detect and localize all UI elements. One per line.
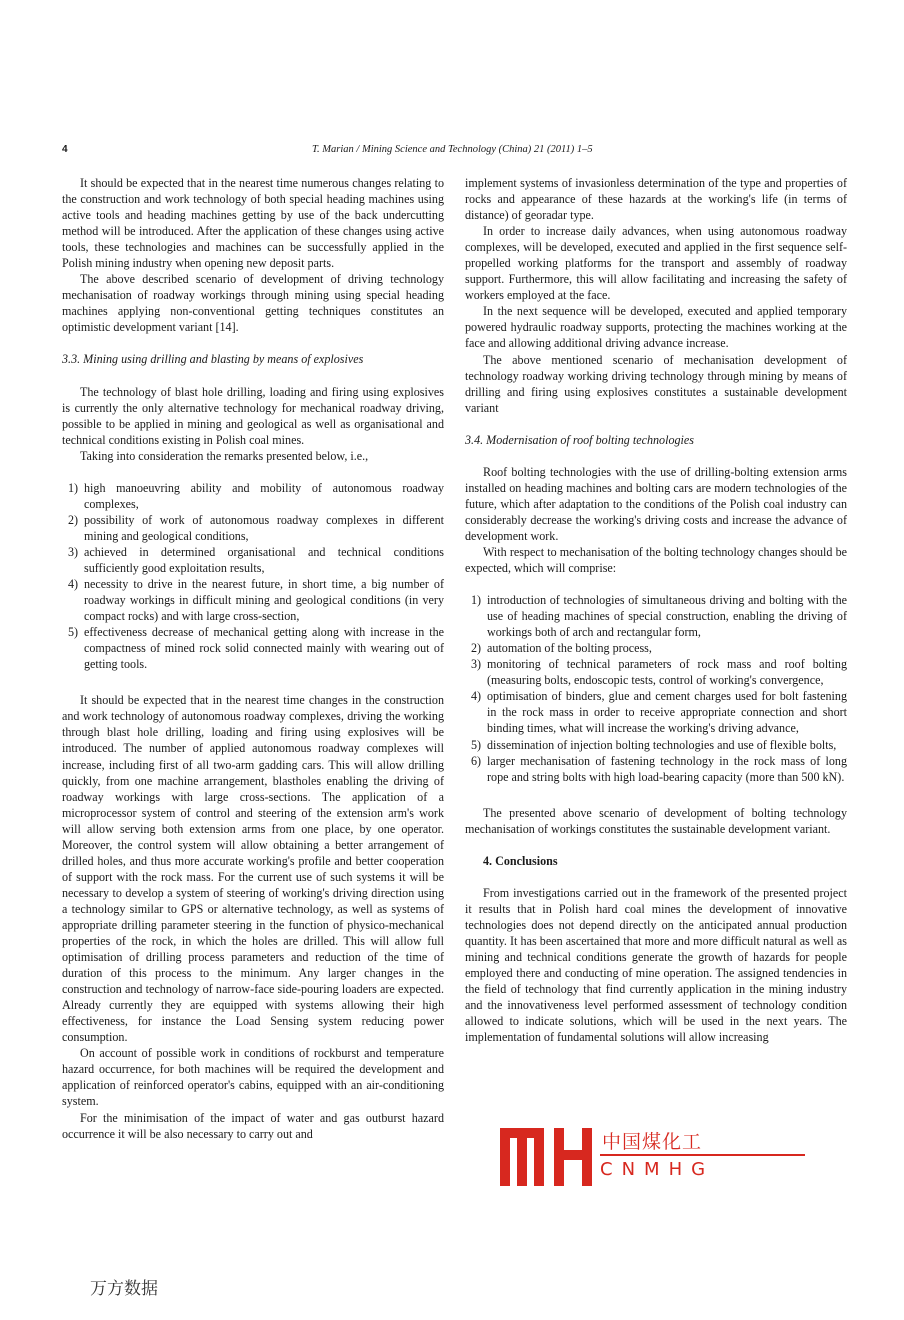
paragraph: The above mentioned scenario of mechanisation development of technology roadway working driving technology through mining by means of drilling and firing using explosives constitutes a sustainable development variant [465, 352, 847, 415]
cnmhg-logo-icon [500, 1128, 592, 1186]
list-item: 5) effectiveness decrease of mechanical getting along with increase in the compactness of mined rock solid connected mainly with wearing out of getting tools. [68, 625, 444, 672]
list-item: 6) larger mechanisation of fastening technology in the rock mass of long rope and string bolts with high load-bearing capacity (more than 500 kN). [471, 753, 847, 784]
numbered-list [465, 592, 847, 785]
paragraph: The presented above scenario of development of bolting technology mechanisation of workings constitutes the sustainable development variant. [465, 805, 847, 836]
list-item: 3) achieved in determined organisational and technical conditions sufficiently good exploitation results, [68, 544, 444, 575]
paragraph: Taking into consideration the remarks presented below, i.e., [80, 448, 369, 463]
journal-citation: T. Marian / Mining Science and Technology (China) 21 (2011) 1–5 [312, 144, 593, 155]
paragraph: For the minimisation of the impact of water and gas outburst hazard occurrence it will be also necessary to carry out and [62, 1110, 444, 1141]
list-item: 2) possibility of work of autonomous roadway complexes in different mining and geological conditions, [68, 512, 444, 543]
list-item: 1) high manoeuvring ability and mobility of autonomous roadway complexes, [68, 480, 444, 511]
section-heading-3-4: 3.4. Modernisation of roof bolting technologies [465, 432, 694, 447]
paragraph: It should be expected that in the nearest time changes in the construction and work technology of autonomous roadway complexes, driving the working through blast hole drilling, loading and firing using explosives will be introduced. The number of applied autonomous roadway complexes will increase, including first of all two-arm gadding cars. This will allow drilling quickly, from one machine arrangement, blastholes enabling the driving of roadway workings with large cross-sections. The application of a microprocessor system of control and steering of the extension arm's work will allow serving both extension arms from one place, by one operator. Moreover, the control system will allow obtaining a better arrangement of drilled holes, and thus more accurate working's profile and better cooperation of support with the rock mass. For the current use of such systems it will be necessary to develop a system of steering of working's driving direction using a technology similar to GPS or alternative technology, as well as systems of appropriate drilling parameter steering in the function of physico-mechanical properties of the rock, in which the holes are drilled. This will allow full optimisation of drilling process parameters and reduction of the time of duration of this process to the minimum. Any larger changes in the construction and technology of narrow-face side-pouring loaders are expected. Already currently they are equipped with systems allowing their high effectiveness, for instance the Load Sensing system reducing power consumption. [62, 693, 444, 1045]
watermark-rule [600, 1154, 805, 1156]
watermark-logo-cn: 中国煤化工 [600, 1127, 704, 1154]
paragraph: It should be expected that in the nearest time numerous changes relating to the construction and work technology of both special heading machines using active tools and heading machines getting by use of the back undercutting method will be introduced. After the application of these changes using active tools, these technologies and machines can be successfully applied in the Polish mining industry when opening new deposit parts. [62, 176, 444, 271]
source-watermark: 万方数据 [90, 1279, 158, 1299]
paragraph: implement systems of invasionless determination of the type and properties of rocks and appearance of these hazards at the working's life (in terms of distance) of georadar type. [465, 176, 847, 223]
numbered-list [62, 480, 444, 673]
list-item: 4) optimisation of binders, glue and cement charges used for bolt fastening in the rock mass in order to receive appropriate connection and short binding times, what will increase the working's driving advance, [471, 689, 847, 736]
section-heading-3-3: 3.3. Mining using drilling and blasting by means of explosives [62, 352, 364, 367]
paragraph: Roof bolting technologies with the use of drilling-bolting extension arms installed on heading machines and bolting cars are modern technologies of the future, which after adaptation to the conditions of the Polish coal industry can considerably decrease the working's driving costs and increase the advance of development work. [465, 464, 847, 543]
page-number: 4 [62, 144, 68, 155]
paragraph: In the next sequence will be developed, executed and applied temporary powered hydraulic roadway supports, protecting the machines working at the face and allowing additional driving advance increase. [465, 304, 847, 351]
right-column [465, 175, 847, 1045]
list-item: 4) necessity to drive in the nearest future, in short time, a big number of roadway workings in difficult mining and geological conditions (in very compact rocks) and with large cross-section, [68, 577, 444, 624]
watermark-logo-en: CNMHG [600, 1159, 715, 1180]
paragraph: On account of possible work in conditions of rockburst and temperature hazard occurrence, for both machines will be required the development and application of reinforced operator's cabins, equipped with an air-conditioning system. [62, 1046, 444, 1109]
section-heading-4: 4. Conclusions [483, 853, 558, 868]
paragraph: The technology of blast hole drilling, loading and firing using explosives is currently the only alternative technology for mechanical roadway driving, possible to be applied in mining and geological as well as organisational and technical conditions existing in Polish coal mines. [62, 384, 444, 447]
paragraph: With respect to mechanisation of the bolting technology changes should be expected, which will comprise: [465, 544, 847, 576]
list-item: 2) automation of the bolting process, [471, 641, 652, 656]
list-item: 1) introduction of technologies of simultaneous driving and bolting with the use of heading machines of special construction, enabling the driving of workings both of arch and rectangular form, [471, 593, 847, 640]
left-column [62, 175, 444, 1142]
running-header [62, 144, 842, 158]
list-item: 3) monitoring of technical parameters of rock mass and roof bolting (measuring bolts, endoscopic tests, control of working's convergence, [471, 657, 847, 688]
paragraph: In order to increase daily advances, when using autonomous roadway complexes, will be developed, executed and applied in the first sequence self-propelled working platforms for the transport and assembly of roadway support. Furthermore, this will allow facilitating and increasing the safety of workers employed at the face. [465, 224, 847, 303]
list-item: 5) dissemination of injection bolting technologies and use of flexible bolts, [471, 737, 837, 752]
watermark-logo [500, 1128, 845, 1188]
paragraph: From investigations carried out in the framework of the presented project it results that in Polish hard coal mines the development of innovative technologies does not depend directly on the anticipated annual production quantity. It has been ascertained that more and more difficult natural as well as mining and technical conditions generate the growth of hazards for people employed there and conducting of mine operation. The assigned tendencies in the field of technology that find currently application in the mining industry and the innovativeness level performed assessment of technology condition allowed to indicate solutions, which will be used in the next years. The implementation of fundamental solutions will allow increasing [465, 885, 847, 1045]
paragraph: The above described scenario of development of driving technology mechanisation of roadway workings through mining using special heading machines applying non-conventional getting techniques constitutes an optimistic development variant [14]. [62, 272, 444, 335]
